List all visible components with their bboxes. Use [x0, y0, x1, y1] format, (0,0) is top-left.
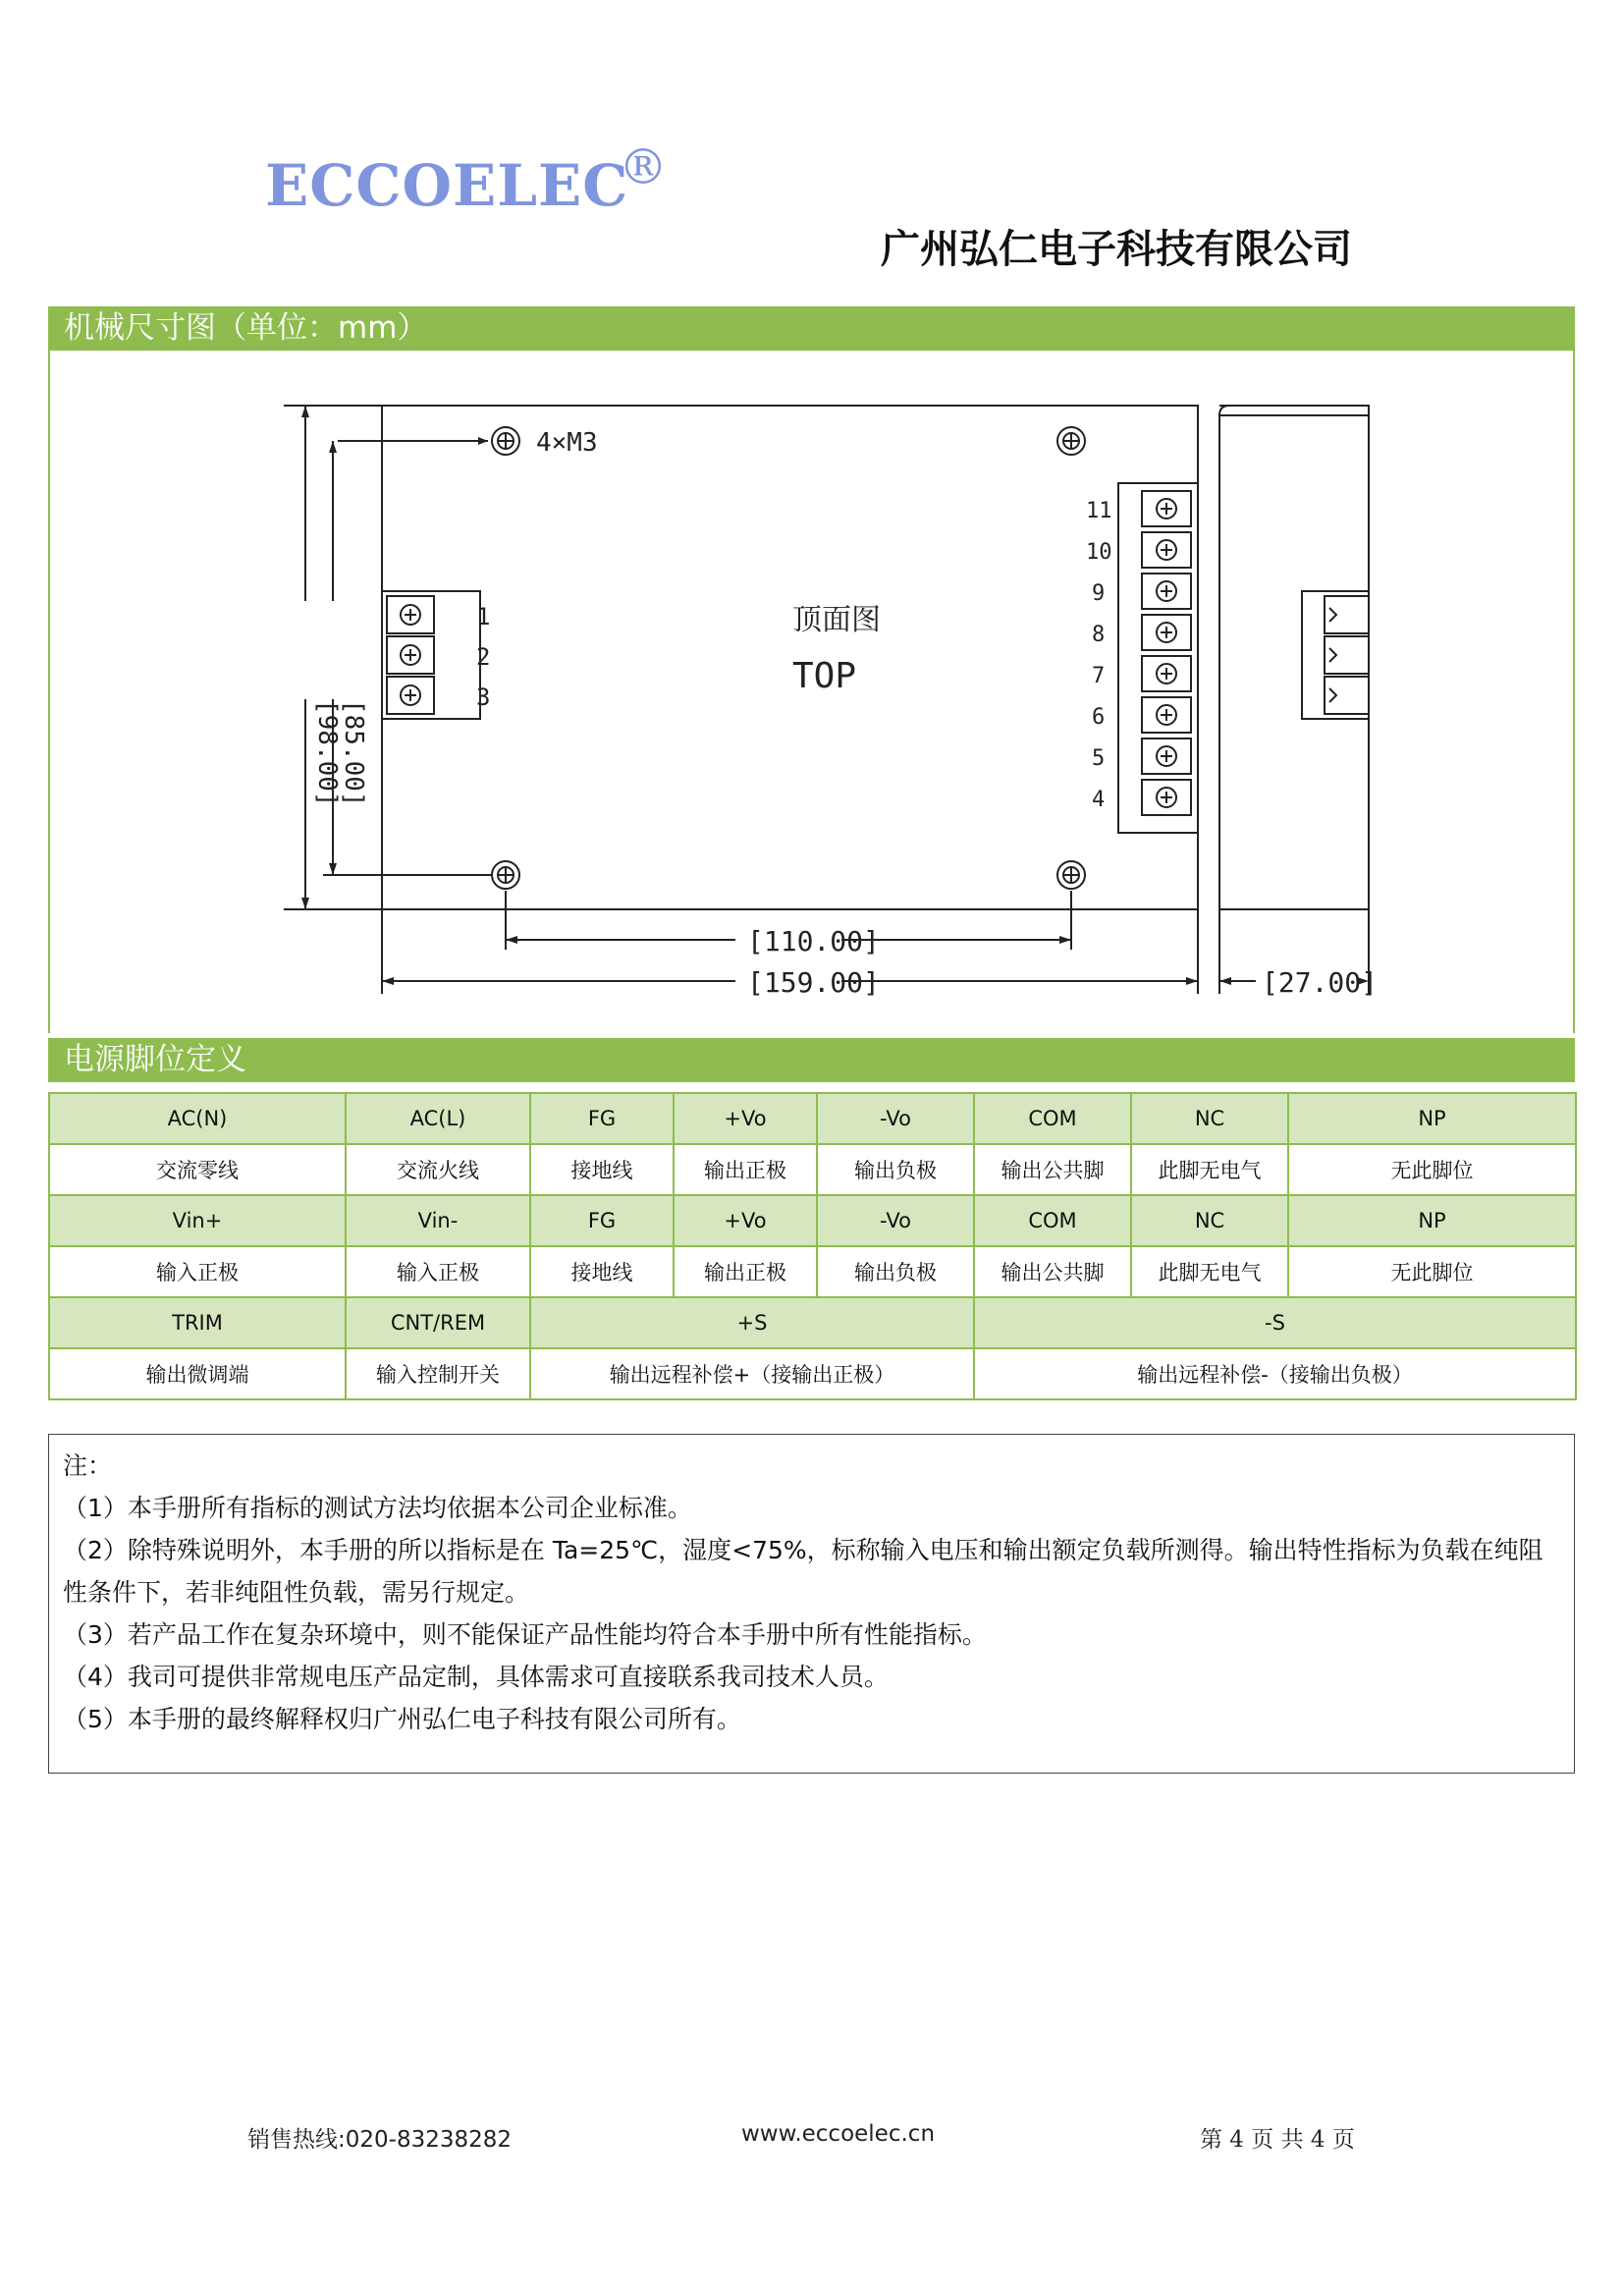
left-terminal-block [382, 591, 480, 719]
mechanical-section-title: 机械尺寸图（单位：mm） [48, 306, 1575, 351]
table-cell: COM [974, 1195, 1131, 1246]
notes-title: 注： [63, 1451, 113, 1480]
table-cell: 输出负极 [817, 1246, 974, 1297]
company-name: 广州弘仁电子科技有限公司 [881, 227, 1352, 272]
right-terminal-block [1118, 483, 1198, 833]
page-number: 第 4 页 共 4 页 [1200, 2127, 1355, 2153]
top-view-label-cn: 顶面图 [792, 603, 881, 637]
module-side-view [1219, 406, 1369, 909]
table-cell: -Vo [817, 1093, 974, 1144]
pin-number: 11 [1086, 499, 1112, 523]
table-cell: +S [530, 1297, 974, 1348]
table-cell: NP [1288, 1093, 1576, 1144]
table-cell: COM [974, 1093, 1131, 1144]
table-row [49, 1246, 1576, 1297]
table-cell: AC(L) [346, 1093, 530, 1144]
table-cell: Vin- [346, 1195, 530, 1246]
table-cell: 输出负极 [817, 1144, 974, 1195]
table-cell: +Vo [674, 1195, 817, 1246]
table-cell: 此脚无电气 [1131, 1246, 1288, 1297]
table-cell: 输入控制开关 [346, 1348, 530, 1399]
dimension-85 [323, 441, 492, 875]
website-link[interactable]: www.eccoelec.cn [741, 2121, 936, 2147]
table-cell: 输出公共脚 [974, 1246, 1131, 1297]
pin-number: 3 [476, 683, 491, 711]
table-row [49, 1144, 1576, 1195]
table-row [49, 1093, 1576, 1144]
sales-hotline: 销售热线:020-83238282 [247, 2127, 513, 2153]
pin-number: 4 [1092, 788, 1106, 812]
table-cell: 交流火线 [346, 1144, 530, 1195]
dim-159-label: [159.00] [747, 966, 880, 999]
note-item: （4）我司可提供非常规电压产品定制，具体需求可直接联系我司技术人员。 [63, 1663, 889, 1691]
table-cell: 输出正极 [674, 1246, 817, 1297]
table-cell: CNT/REM [346, 1297, 530, 1348]
table-cell: 输出微调端 [49, 1348, 346, 1399]
note-item: （5）本手册的最终解释权归广州弘仁电子科技有限公司所有。 [63, 1705, 741, 1733]
dim-110-label: [110.00] [747, 925, 880, 957]
table-cell: 输入正极 [49, 1246, 346, 1297]
top-view-label-en: TOP [792, 656, 857, 696]
table-cell: AC(N) [49, 1093, 346, 1144]
table-cell: Vin+ [49, 1195, 346, 1246]
table-cell: 无此脚位 [1288, 1144, 1576, 1195]
table-cell: 此脚无电气 [1131, 1144, 1288, 1195]
table-cell: 输出正极 [674, 1144, 817, 1195]
hole-label: 4×M3 [536, 428, 598, 458]
pin-number: 6 [1092, 705, 1106, 730]
table-cell: TRIM [49, 1297, 346, 1348]
mounting-hole [1057, 427, 1085, 455]
pin-number: 2 [476, 643, 491, 671]
note-item: （2）除特殊说明外，本手册的所以指标是在 Ta=25℃，湿度<75%，标称输入电压和输出额定负载所测得。输出特性指标为负载在纯阻性条件下，若非纯阻性负载，需另行规定。 [63, 1536, 1543, 1607]
logo-text: ECCOELEC [265, 152, 629, 219]
table-cell: 输出远程补偿-（接输出负极） [974, 1348, 1576, 1399]
mounting-hole [492, 427, 519, 455]
dim-98-label: [98.00] [312, 699, 342, 807]
table-cell: 交流零线 [49, 1144, 346, 1195]
table-cell: -Vo [817, 1195, 974, 1246]
note-item: （1）本手册所有指标的测试方法均依据本公司企业标准。 [63, 1494, 692, 1522]
pin-number: 1 [476, 603, 491, 630]
table-cell: 接地线 [530, 1144, 674, 1195]
table-cell: 输入正极 [346, 1246, 530, 1297]
table-cell: -S [974, 1297, 1576, 1348]
pinout-table [48, 1092, 1577, 1400]
pin-number: 10 [1086, 540, 1112, 565]
table-cell: 接地线 [530, 1246, 674, 1297]
mounting-hole [1057, 861, 1085, 889]
table-cell: FG [530, 1093, 674, 1144]
table-cell: NP [1288, 1195, 1576, 1246]
notes-box [48, 1434, 1575, 1774]
registered-mark: ® [619, 138, 669, 195]
table-cell: 无此脚位 [1288, 1246, 1576, 1297]
mechanical-drawing [48, 351, 1575, 1033]
arrowhead [478, 437, 488, 445]
eccoelec-logo [265, 138, 669, 219]
mounting-hole [492, 861, 519, 889]
pin-number: 7 [1092, 664, 1106, 688]
table-cell: NC [1131, 1195, 1288, 1246]
dim-85-label: [85.00] [339, 699, 368, 807]
module-top-outline [382, 406, 1198, 909]
pin-number: 8 [1092, 623, 1106, 647]
table-cell: 输出公共脚 [974, 1144, 1131, 1195]
table-row [49, 1348, 1576, 1399]
table-row [49, 1297, 1576, 1348]
note-item: （3）若产品工作在复杂环境中，则不能保证产品性能均符合本手册中所有性能指标。 [63, 1620, 987, 1649]
pin-number: 5 [1092, 746, 1106, 771]
pinout-section-title: 电源脚位定义 [48, 1038, 1575, 1082]
table-cell: NC [1131, 1093, 1288, 1144]
dim-27-label: [27.00] [1262, 966, 1379, 999]
pin-number: 9 [1092, 581, 1106, 606]
table-cell: +Vo [674, 1093, 817, 1144]
table-cell: FG [530, 1195, 674, 1246]
table-row [49, 1195, 1576, 1246]
table-cell: 输出远程补偿+（接输出正极） [530, 1348, 974, 1399]
